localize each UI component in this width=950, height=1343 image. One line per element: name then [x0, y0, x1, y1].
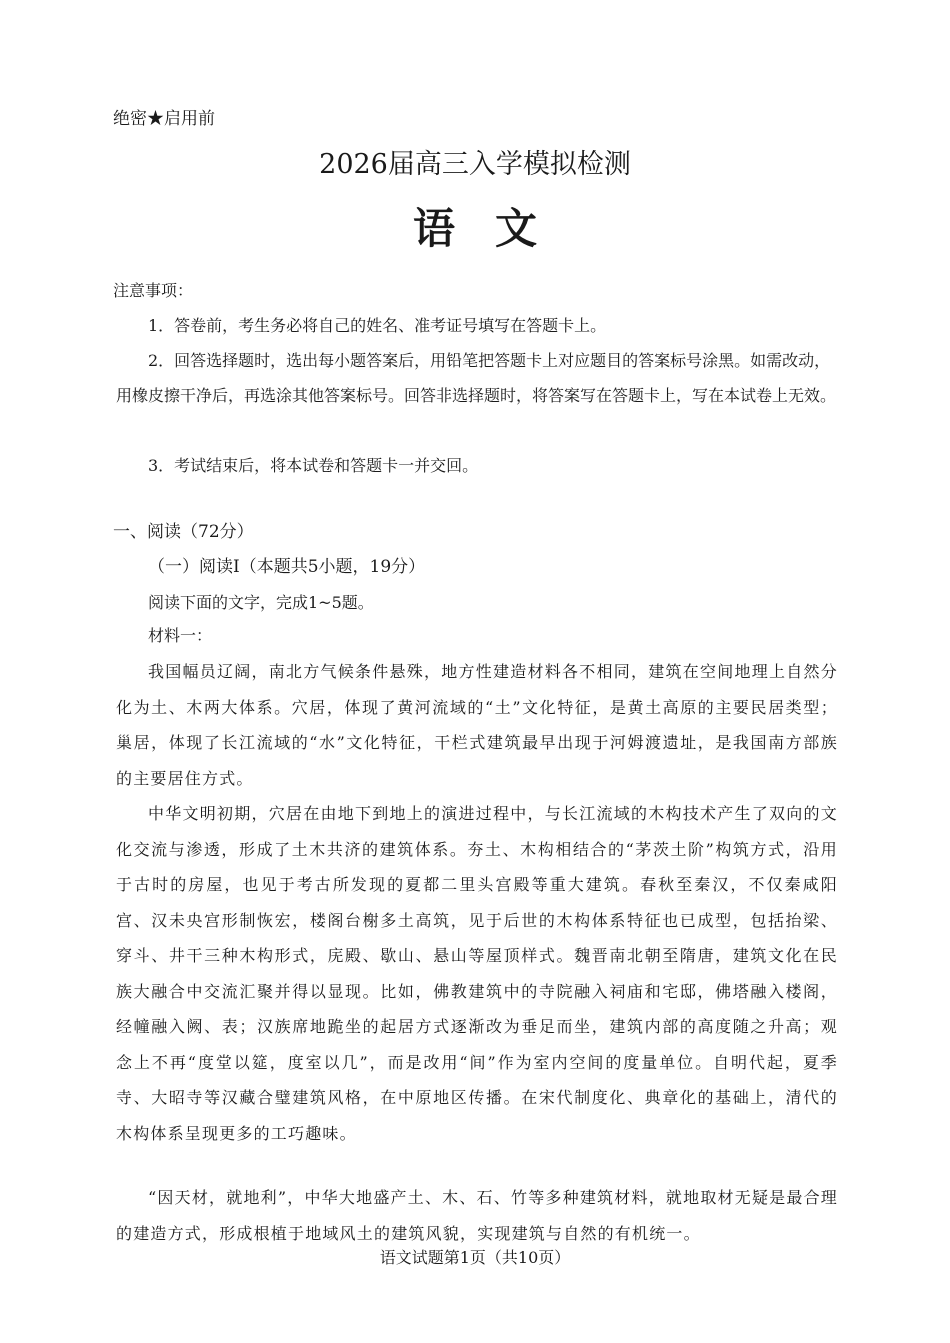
- material-label: 材料一：: [148, 626, 213, 645]
- material-paragraph-2: 中华文明初期，穴居在由地下到地上的演进过程中，与长江流域的木构技术产生了双向的文化交流与渗透，形成了土木共济的建筑体系。夯土、木构相结合的“茅茨土阶”构筑方式，沿用于古时的房屋，也见于考古所发现的夏都二里头宫殿等重大建筑。春秋至秦汉，不仅秦咸阳宫、汉未央宫形制恢宏，楼阁台榭多土高筑，见于后世的木构体系特征也已成型，包括抬梁、穿斗、井干三种木构形式，庑殿、歇山、悬山等屋顶样式。魏晋南北朝至隋唐，建筑文化在民族大融合中交流汇聚并得以显现。比如，佛教建筑中的寺院融入祠庙和宅邸，佛塔融入楼阁，经幢融入阙、表；汉族席地跪坐的起居方式逐渐改为垂足而坐，建筑内部的高度随之升高；观念上不再“度堂以筵，度室以几”，而是改用“间”作为室内空间的度量单位。自明代起，夏季寺、大昭寺等汉藏合璧建筑风格，在中原地区传播。在宋代制度化、典章化的基础上，清代的木构体系呈现更多的工巧趣味。: [116, 804, 838, 1143]
- confidential-label: 绝密★启用前: [113, 109, 215, 129]
- material-paragraph-1: 我国幅员辽阔，南北方气候条件悬殊，地方性建造材料各不相同，建筑在空间地理上自然分化为土、木两大体系。穴居，体现了黄河流域的“土”文化特征，是黄土高原的主要民居类型；巢居，体现了长江流域的“水”文化特征，干栏式建筑最早出现于河姆渡遗址，是我国南方部族的主要居住方式。: [116, 662, 838, 788]
- note-item-3: 3．考试结束后，将本试卷和答题卡一并交回。: [148, 456, 479, 475]
- note-item-1: 1．答卷前，考生务必将自己的姓名、准考证号填写在答题卡上。: [148, 316, 607, 335]
- exam-title: 2026届高三入学模拟检测: [319, 149, 631, 180]
- notes-heading: 注意事项：: [113, 281, 194, 300]
- subsection-heading: （一）阅读Ⅰ（本题共5小题，19分）: [148, 557, 426, 577]
- section-heading: 一、阅读（72分）: [113, 522, 254, 542]
- material-paragraph-3: “因天材，就地利”，中华大地盛产土、木、石、竹等多种建筑材料，就地取材无疑是最合理的建造方式，形成根植于地域风土的建筑风貌，实现建筑与自然的有机统一。: [116, 1188, 838, 1243]
- reading-instruction: 阅读下面的文字，完成1~5题。: [148, 593, 374, 612]
- subject-title: 语文: [412, 204, 577, 253]
- note-item-2: 2．回答选择题时，选出每小题答案后，用铅笔把答题卡上对应题目的答案标号涂黑。如需改动，用橡皮擦干净后，再选涂其他答案标号。回答非选择题时，将答案写在答题卡上，写在本试卷上无效。: [116, 351, 837, 405]
- page-footer: 语文试题第1页（共10页）: [379, 1248, 571, 1267]
